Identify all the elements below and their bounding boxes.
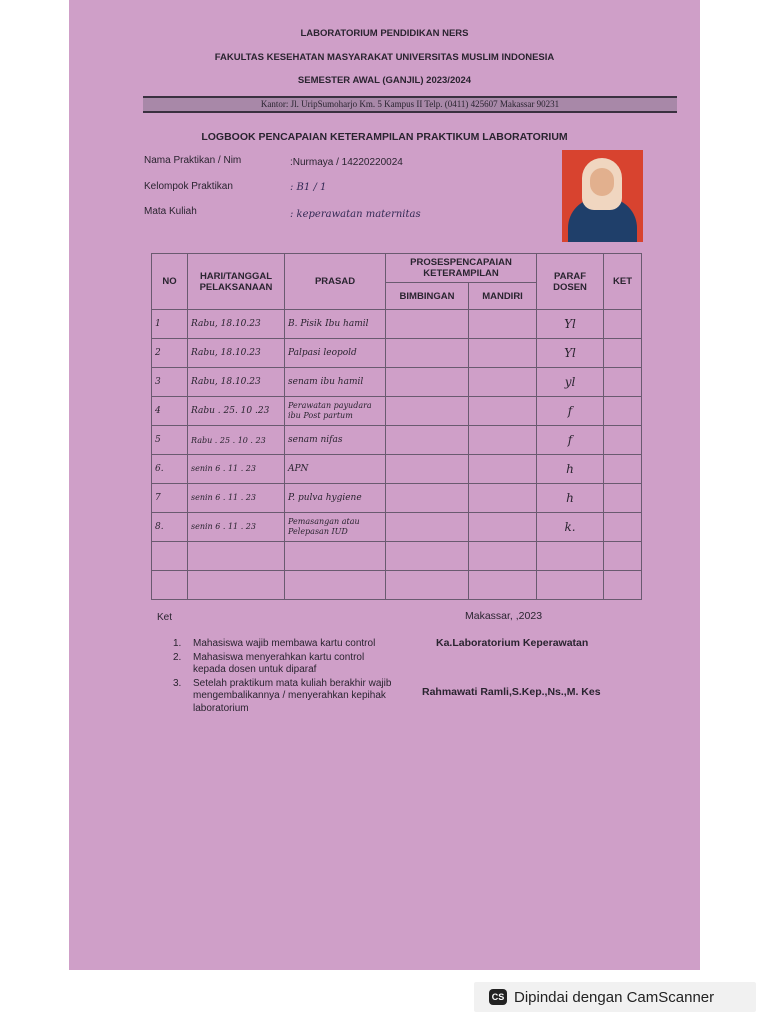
row-no: 3 <box>152 368 188 397</box>
row-ket <box>604 339 642 368</box>
row-paraf: yl <box>537 368 604 397</box>
row-ket <box>604 484 642 513</box>
row-guidance <box>386 571 469 600</box>
note-text: Setelah praktikum mata kuliah berakhir wajib mengembalikannya / menyerahkan kepihak laboratorium <box>193 677 392 714</box>
row-independent <box>469 339 537 368</box>
row-no: 4 <box>152 397 188 426</box>
row-prasad: senam nifas <box>285 426 386 455</box>
row-no: 6. <box>152 455 188 484</box>
row-paraf: Yl <box>537 339 604 368</box>
note-item <box>173 638 398 651</box>
group-value: : B1 / 1 <box>290 182 327 193</box>
row-independent <box>469 455 537 484</box>
note-item <box>173 678 398 716</box>
course-value: : keperawatan maternitas <box>290 209 421 220</box>
row-guidance <box>386 310 469 339</box>
student-photo <box>562 150 643 242</box>
row-prasad: Pemasangan atau Pelepasan IUD <box>285 513 386 542</box>
row-date: senin 6 . 11 . 23 <box>188 513 285 542</box>
header-line-3: SEMESTER AWAL (GANJIL) 2023/2024 <box>297 75 472 86</box>
row-date: Rabu, 18.10.23 <box>188 310 285 339</box>
table-row <box>152 455 642 484</box>
row-date: Rabu . 25. 10 .23 <box>188 397 285 426</box>
table-row <box>152 339 642 368</box>
table-row <box>152 513 642 542</box>
row-prasad: senam ibu hamil <box>285 368 386 397</box>
name-label: Nama Praktikan / Nim <box>144 155 242 166</box>
row-paraf: k. <box>537 513 604 542</box>
row-prasad: Perawatan payudara ibu Post partum <box>285 397 386 426</box>
signature-place-date: Makassar, ,2023 <box>465 610 543 622</box>
logbook-table <box>151 253 642 600</box>
row-guidance <box>386 484 469 513</box>
col-no: NO <box>152 254 188 310</box>
name-value: :Nurmaya / 14220220024 <box>290 157 403 168</box>
col-prasad: PRASAD <box>285 254 386 310</box>
col-ket: KET <box>604 254 642 310</box>
row-prasad <box>285 571 386 600</box>
col-independent: MANDIRI <box>469 283 537 310</box>
row-guidance <box>386 339 469 368</box>
table-row <box>152 368 642 397</box>
row-paraf <box>537 542 604 571</box>
header-line-2: FAKULTAS KESEHATAN MASYARAKAT UNIVERSITAS MUSLIM INDONESIA <box>214 52 555 63</box>
note-number: 1. <box>173 638 182 649</box>
row-independent <box>469 368 537 397</box>
camscanner-logo-icon: CS <box>489 989 507 1005</box>
row-ket <box>604 542 642 571</box>
table-row <box>152 397 642 426</box>
row-independent <box>469 397 537 426</box>
row-guidance <box>386 397 469 426</box>
table-row <box>152 310 642 339</box>
row-ket <box>604 455 642 484</box>
logbook-title: LOGBOOK PENCAPAIAN KETERAMPILAN PRAKTIKUM LABORATORIUM <box>201 131 568 143</box>
row-guidance <box>386 368 469 397</box>
row-no: 7 <box>152 484 188 513</box>
row-guidance <box>386 542 469 571</box>
row-independent <box>469 542 537 571</box>
header-line-1: LABORATORIUM PENDIDIKAN NERS <box>300 28 469 39</box>
row-date <box>188 571 285 600</box>
row-prasad: B. Pisik Ibu hamil <box>285 310 386 339</box>
row-independent <box>469 571 537 600</box>
row-prasad <box>285 542 386 571</box>
notes-title: Ket <box>157 612 173 623</box>
row-no <box>152 542 188 571</box>
signature-name: Rahmawati Ramli,S.Kep.,Ns.,M. Kes <box>422 686 601 698</box>
row-ket <box>604 426 642 455</box>
row-paraf <box>537 571 604 600</box>
note-item <box>173 652 398 677</box>
row-no: 8. <box>152 513 188 542</box>
table-row <box>152 571 642 600</box>
note-number: 2. <box>173 651 182 663</box>
note-number: 3. <box>173 677 182 689</box>
row-prasad: Palpasi leopold <box>285 339 386 368</box>
row-paraf: f <box>537 397 604 426</box>
note-text: Mahasiswa menyerahkan kartu control kepada dosen untuk diparaf <box>193 651 365 675</box>
row-paraf: h <box>537 455 604 484</box>
row-paraf: Yl <box>537 310 604 339</box>
row-date: Rabu . 25 . 10 . 23 <box>188 426 285 455</box>
row-ket <box>604 513 642 542</box>
notes-list <box>173 638 398 716</box>
row-no: 5 <box>152 426 188 455</box>
row-guidance <box>386 426 469 455</box>
row-date: Rabu, 18.10.23 <box>188 339 285 368</box>
row-no <box>152 571 188 600</box>
row-date: senin 6 . 11 . 23 <box>188 484 285 513</box>
row-no: 2 <box>152 339 188 368</box>
camscanner-text: Dipindai dengan CamScanner <box>514 988 715 1006</box>
row-guidance <box>386 455 469 484</box>
camscanner-watermark <box>474 982 756 1012</box>
row-date: Rabu, 18.10.23 <box>188 368 285 397</box>
row-ket <box>604 368 642 397</box>
col-paraf: PARAF DOSEN <box>537 254 604 310</box>
table-row <box>152 426 642 455</box>
row-independent <box>469 426 537 455</box>
row-guidance <box>386 513 469 542</box>
row-date: senin 6 . 11 . 23 <box>188 455 285 484</box>
signature-title: Ka.Laboratorium Keperawatan <box>436 637 589 649</box>
row-prasad: APN <box>285 455 386 484</box>
row-prasad: P. pulva hygiene <box>285 484 386 513</box>
row-ket <box>604 310 642 339</box>
row-ket <box>604 397 642 426</box>
document-sheet <box>69 0 700 970</box>
row-independent <box>469 310 537 339</box>
row-independent <box>469 513 537 542</box>
row-no: 1 <box>152 310 188 339</box>
office-address-bar: Kantor: Jl. UripSumoharjo Km. 5 Kampus II Telp. (0411) 425607 Makassar 90231 <box>143 96 677 113</box>
group-label: Kelompok Praktikan <box>144 181 233 192</box>
row-ket <box>604 571 642 600</box>
table-row <box>152 542 642 571</box>
row-date <box>188 542 285 571</box>
note-text: Mahasiswa wajib membawa kartu control <box>193 638 376 649</box>
row-paraf: f <box>537 426 604 455</box>
row-independent <box>469 484 537 513</box>
course-label: Mata Kuliah <box>144 206 197 217</box>
col-process: PROSESPENCAPAIAN KETERAMPILAN <box>386 254 537 283</box>
col-guidance: BIMBINGAN <box>386 283 469 310</box>
table-row <box>152 484 642 513</box>
col-date: HARI/TANGGAL PELAKSANAAN <box>188 254 285 310</box>
row-paraf: h <box>537 484 604 513</box>
